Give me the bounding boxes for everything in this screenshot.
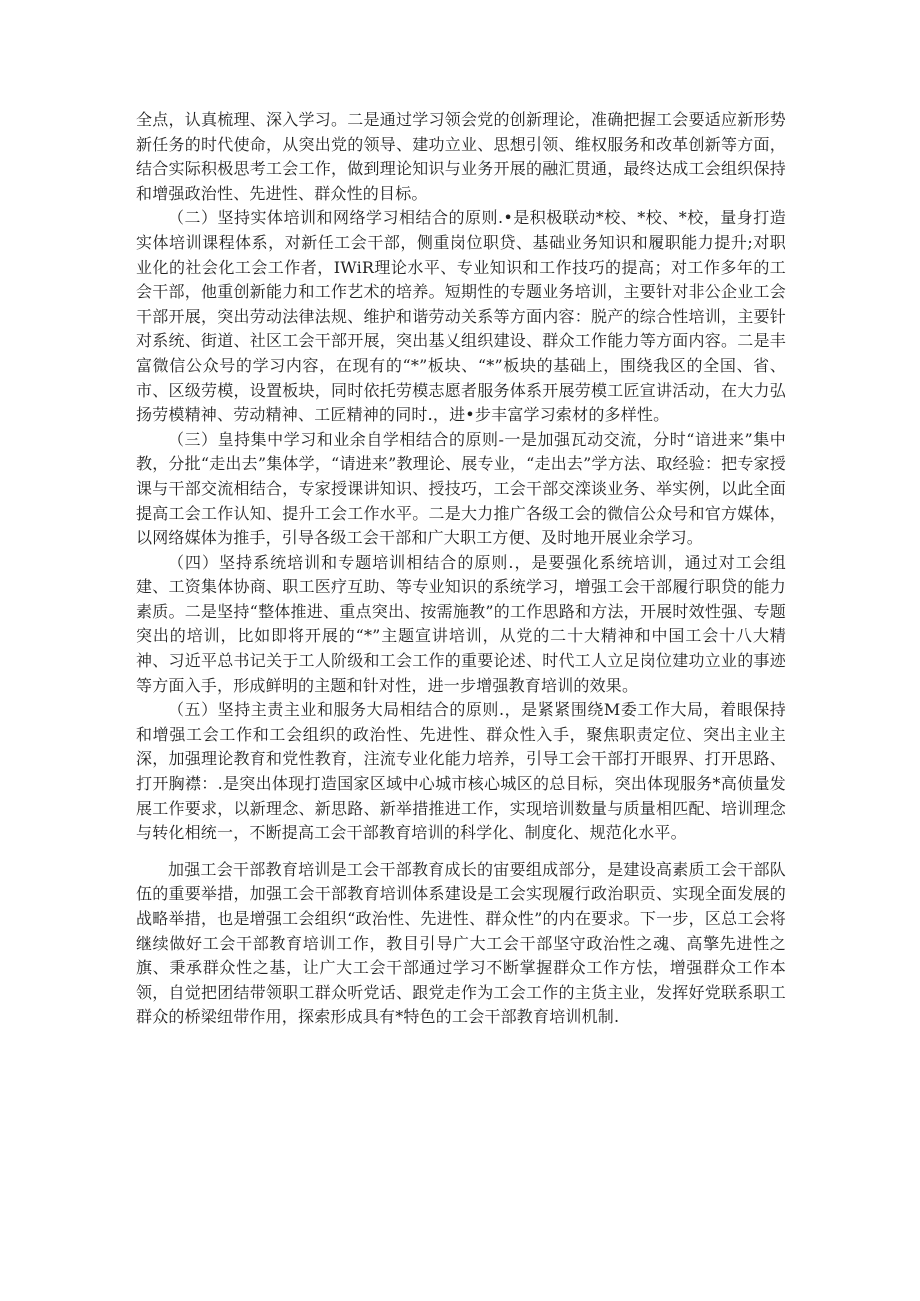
paragraph-section-5: （五）坚持主责主业和服务大局相结合的原则.，是紧紧围绕M委工作大局，着眼保持和增强工会工作和工会组织的政治性、先进性、群众性入手，聚焦职责定位、突出主业主深，加强理论教育和党性教育，注流专业化能力培养，引导工会干部打开眼界、打开思路、打开胸襟：.是突出体现打造国家区域中心城市核心城区的总目标，突出体现服务*高侦量发展工作要求，以新理念、新思路、新举措推进工作，实现培训数量与质量相匹配、培训理念与转化相统一，不断提高工会干部教育培训的科学化、制度化、规范化水平。: [136, 700, 786, 843]
paragraph-continuation: 全点，认真梳理、深入学习。二是通过学习领会党的创新理论，准确把握工会要适应新形势新任务的时代使命，从突出党的领导、建功立业、思想引领、维权服务和改革创新等方面，结合实际积极思考工会工作，做到理论知识与业务开展的融汇贯通，最终达成工会组织保持和增强政治性、先进性、群众性的目标。: [136, 110, 786, 203]
paragraph-section-3: （三）皇持集中学习和业余自学相结合的原则-一是加强瓦动交流，分时“谙进来”集中教，分批“走出去”集体学，“请进来”教理论、展专业，“走出去”学方法、取经验：把专家授课与干部交流相结合，专家授课讲知识、授技巧，工会干部交滦谈业务、举实例，以此全面提高工会工作认知、提升工会工作水平。二是大力推广各级工会的微信公众号和官方媒体，以网络媒体为推手，引导各级工会干部和广大职工方便、及时地开展业余学习。: [136, 429, 786, 548]
document-body: [136, 108, 786, 1030]
paragraph-section-4: （四）坚持系统培训和专题培训相结合的原则.，是要强化系统培训，通过对工会组建、工资集体协商、职工医疗互助、等专业知识的系统学习，增强工会干部履行职贷的能力素质。二是坚持“整体推进、重点突出、按需施教”的工作思路和方法，开展时效性强、专题突出的培训，比如即将开展的“*”主题宣讲培训，从党的二十大精神和中国工会十八大精神、习近平总书记关于工人阶级和工会工作的重要论述、时代工人立足岗位建功立业的事迹等方面入手，形成鲜明的主题和针对性，进一步增强教育培训的效果。: [136, 552, 786, 695]
paragraph-conclusion: 加强工会干部教育培训是工会干部教育成长的宙要组成部分，是建设高素质工会干部队伍的重要举措，加强工会干部教育培训体系建设是工会实现履行政治职贡、实现全面发展的战略举措，也是增强工会组织“政治性、先进性、群众性”的内在要求。下一步，区总工会将继续做好工会干部教育培训工作，教目引导广大工会干部坚守政治性之魂、高擎先进性之旗、秉承群众性之基，让广大工会干部通过学习不断掌握群众工作方怯，增强群众工作本领，自觉把团结带领职工群众听党话、跟党走作为工会工作的主货主业，发挥好党联系职工群众的桥梁纽带作用，探索形成具有*特色的工会干部教育培训机制.: [136, 859, 786, 1027]
paragraph-section-2: （二）坚持实体培训和网络学习相结合的原则.•是积极联动*校、*校、*校，量身打造实体培训课程体系，对新任工会干部，侧重岗位职贷、基础业务知识和履职能力提升;对职业化的社会化工会工作者，IWiR理论水平、专业知识和工作技巧的提高；对工作多年的工会干部，他重创新能力和工作艺术的培养。短期性的专题业务培训，主要针对非公企业工会干部开展，突出劳动法律法规、维护和谐劳动关系等方面内容：脱产的综合性培训，主要针对系统、街道、社区工会干部开展，突出基乂组织建设、群众工作能力等方面内容。二是丰富微信公众号的学习内容，在现有的“*”板块、“*”板块的基础上，围绕我区的全国、省、市、区级劳模，设置板块，同时依托劳模志愿者服务体系开展劳模工匠宣讲活动，在大力弘扬劳模精神、劳动精神、工匠精神的同时.，进•步丰富学习索材的多样性。: [136, 208, 786, 425]
